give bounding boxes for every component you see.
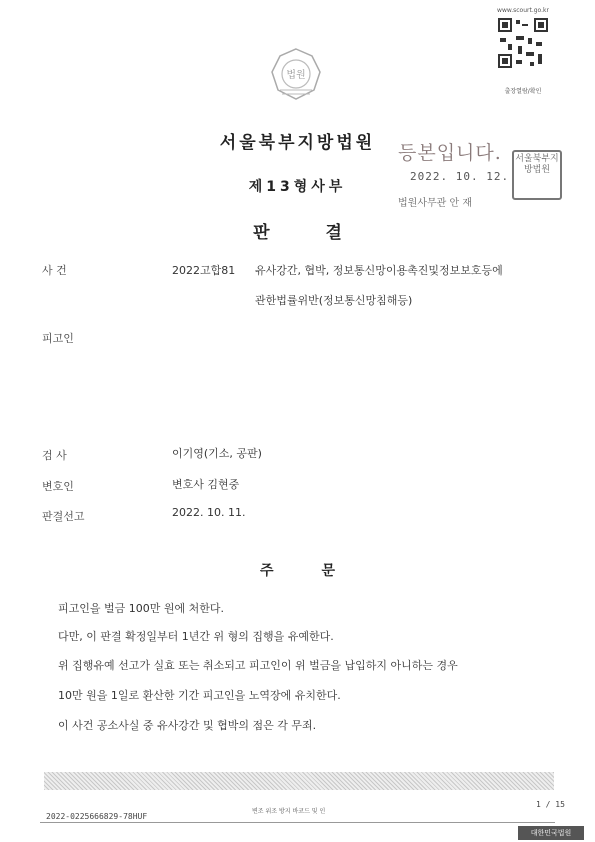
order-line: 피고인을 벌금 100만 원에 처한다. — [58, 602, 224, 615]
document-title — [0, 218, 595, 243]
case-number: 2022고합81 — [172, 264, 236, 277]
verdict-date-value: 2022. 10. 11. — [172, 506, 246, 519]
defendant-label: 피고인 — [42, 332, 74, 345]
prosecutor-label: 검 사 — [42, 449, 67, 462]
order-line: 위 집행유예 선고가 실효 또는 취소되고 피고인이 위 벌금을 납입하지 아니하는 경우 — [58, 659, 458, 672]
document-title-part1: 판 — [253, 223, 270, 243]
anti-forgery-band — [44, 772, 554, 790]
footer-divider — [40, 822, 555, 823]
counsel-value: 변호사 김현중 — [172, 478, 240, 491]
emblem-label: 법원 — [286, 70, 306, 81]
order-line: 이 사건 공소사실 중 유사강간 및 협박의 점은 각 무죄. — [58, 719, 317, 732]
court-name: 서울북부지방법원 — [219, 133, 376, 153]
case-name-line2: 관한법률위반(정보통신망침해등) — [255, 294, 413, 307]
counsel-label: 변호인 — [42, 480, 74, 493]
footer-note: 변조 위조 방지 바코드 및 인 — [252, 808, 326, 815]
division-name: 제13형사부 — [248, 179, 347, 195]
certified-copy-stamp: 등본입니다. — [398, 142, 502, 164]
certification-date: 2022. 10. 12. — [410, 170, 510, 183]
document-code: 2022-0225666829-78HUF — [46, 812, 148, 821]
qr-caption: 출장열람/확인 — [504, 88, 542, 95]
certifying-officer: 법원사무관 안 재 — [398, 198, 472, 209]
order-heading — [0, 560, 595, 580]
verdict-date-label: 판결선고 — [42, 510, 85, 523]
case-name-line1: 유사강간, 협박, 정보통신망이용촉진및정보보호등에 — [255, 264, 503, 277]
page-indicator: 1 / 15 — [536, 800, 565, 809]
qr-url: www.scourt.go.kr — [497, 7, 549, 14]
brand-bar: 대한민국법원 — [518, 826, 584, 840]
order-heading-part2: 문 — [321, 563, 336, 579]
court-seal: 서울북부지방법원 — [512, 150, 562, 200]
prosecutor-value: 이기영(기소, 공판) — [172, 447, 262, 460]
case-label: 사 건 — [42, 264, 67, 277]
document-title-part2: 결 — [325, 223, 342, 243]
order-heading-part1: 주 — [259, 563, 274, 579]
order-line: 10만 원을 1일로 환산한 기간 피고인을 노역장에 유치한다. — [58, 689, 341, 702]
court-emblem-icon — [268, 46, 324, 102]
qr-code-icon — [498, 18, 548, 68]
order-line: 다만, 이 판결 확정일부터 1년간 위 형의 집행을 유예한다. — [58, 630, 334, 643]
